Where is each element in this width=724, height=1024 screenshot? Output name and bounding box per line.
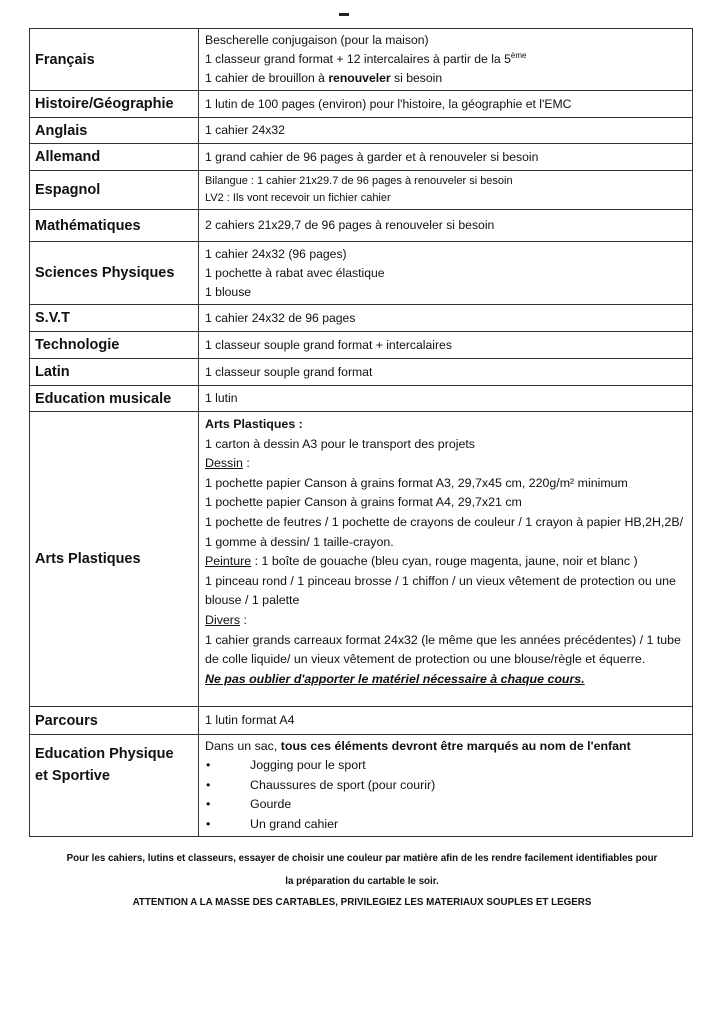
- item-line: 1 pochette papier Canson à grains format A4, 29,7x21 cm: [205, 495, 522, 510]
- footer-note-line2: la préparation du cartable le soir.: [285, 876, 439, 887]
- list-item-text: Jogging pour le sport: [250, 758, 366, 772]
- content-cell: [199, 359, 693, 386]
- section-label-divers: Divers: [205, 612, 241, 627]
- intro-line: [205, 737, 686, 756]
- label-suffix: :: [240, 612, 247, 627]
- item-line: Bilangue : 1 cahier 21x29.7 de 96 pages à renouveler si besoin: [205, 175, 513, 187]
- table-row: [30, 144, 693, 171]
- bullet-icon: •: [206, 777, 211, 792]
- content-cell: [199, 707, 693, 735]
- content-cell: [199, 305, 693, 332]
- list-item-text: Gourde: [250, 797, 292, 811]
- subject-label: Allemand: [35, 149, 101, 165]
- section-label-line: [205, 611, 686, 631]
- table-row: [30, 210, 693, 242]
- item-line: 1 cahier 24x32 de 96 pages: [205, 310, 356, 325]
- subject-cell: [30, 735, 199, 837]
- subject-label: et Sportive: [35, 768, 110, 784]
- subject-cell: [30, 332, 199, 359]
- subject-cell: [30, 91, 199, 118]
- subject-label: Anglais: [35, 122, 88, 139]
- section-heading: Arts Plastiques :: [205, 417, 303, 431]
- content-cell: [199, 171, 693, 210]
- item-line: 1 cahier 24x32: [205, 123, 285, 137]
- item-line: 1 pochette de feutres / 1 pochette de crayons de couleur / 1 crayon à papier HB,2H,2B/ 1 gomme à dessin/ 1 taille-crayon.: [205, 514, 684, 549]
- section-label-peinture: Peinture: [205, 554, 252, 569]
- item-line: [205, 69, 686, 88]
- subject-cell: [30, 144, 199, 171]
- item-text: si besoin: [390, 71, 443, 85]
- list-item-text: Chaussures de sport (pour courir): [250, 777, 436, 792]
- item-line: [205, 50, 686, 69]
- subject-cell: [30, 242, 199, 305]
- content-cell: [199, 386, 693, 412]
- item-line: 1 blouse: [205, 284, 252, 299]
- content-cell: [199, 412, 693, 707]
- content-cell: [199, 210, 693, 242]
- content-cell: [199, 332, 693, 359]
- content-cell: [199, 144, 693, 171]
- item-bold-text: tous ces éléments devront être marqués au nom de l'enfant: [280, 739, 631, 753]
- item-line: 1 carton à dessin A3 pour le transport des projets: [205, 436, 475, 451]
- superscript: ème: [510, 50, 527, 60]
- item-line: Bescherelle conjugaison (pour la maison): [205, 33, 429, 47]
- item-line: LV2 : Ils vont recevoir un fichier cahier: [205, 192, 391, 204]
- item-text: 1 classeur grand format + 12 intercalaires à partir de la 5: [205, 52, 511, 66]
- subject-cell: [30, 210, 199, 242]
- label-suffix: :: [242, 456, 250, 471]
- item-line: 1 classeur souple grand format + intercalaires: [205, 337, 452, 352]
- item-line: 1 lutin: [205, 391, 238, 405]
- content-cell: [199, 118, 693, 144]
- table-row: [30, 386, 693, 412]
- item-line: 1 lutin format A4: [205, 713, 295, 727]
- item-text: : 1 boîte de gouache (bleu cyan, rouge magenta, jaune, noir et blanc ): [251, 554, 638, 569]
- footer-warning: ATTENTION A LA MASSE DES CARTABLES, PRIVILEGIEZ LES MATERIAUX SOUPLES ET LEGERS: [132, 897, 592, 908]
- bullet-icon: •: [206, 758, 211, 772]
- reminder-note: Ne pas oublier d'apporter le matériel nécessaire à chaque cours.: [205, 671, 585, 686]
- subject-label: Arts Plastiques: [35, 551, 141, 567]
- item-line: 2 cahiers 21x29,7 de 96 pages à renouveler si besoin: [205, 218, 495, 232]
- table-row: [30, 171, 693, 210]
- table-row: [30, 29, 693, 91]
- item-line: 1 cahier grands carreaux format 24x32 (le même que les années précédentes) / 1 tube de colle liquide/ un vieux vêtement de protection ou une blouse/règle et équerre.: [205, 632, 681, 667]
- content-cell: [199, 91, 693, 118]
- subject-cell: [30, 118, 199, 144]
- subject-cell: [30, 305, 199, 332]
- bullet-icon: •: [206, 816, 211, 831]
- footer-note-line1: Pour les cahiers, lutins et classeurs, essayer de choisir une couleur par matière afin de les rendre facilement identifiables pour: [66, 853, 658, 864]
- list-item: [205, 795, 686, 815]
- item-line: 1 pinceau rond / 1 pinceau brosse / 1 chiffon / un vieux vêtement de protection ou une blouse / 1 palette: [205, 573, 676, 608]
- bullet-icon: •: [206, 797, 211, 811]
- list-item: [205, 776, 686, 796]
- section-label-line: [205, 454, 686, 474]
- item-bold-text: renouveler: [328, 71, 391, 85]
- supplies-table: [29, 28, 693, 837]
- table-row: [30, 242, 693, 305]
- subject-label: Parcours: [35, 712, 98, 729]
- subject-cell: [30, 386, 199, 412]
- list-item-text: Un grand cahier: [250, 816, 339, 831]
- subject-label: S.V.T: [35, 310, 70, 326]
- item-text: Dans un sac,: [205, 739, 281, 753]
- subject-cell: [30, 707, 199, 735]
- subject-label: Mathématiques: [35, 217, 141, 234]
- item-text: 1 cahier de brouillon à: [205, 71, 329, 85]
- content-cell: [199, 242, 693, 305]
- table-row-arts-plastiques: [30, 412, 693, 707]
- table-row: [30, 91, 693, 118]
- section-label-dessin: Dessin: [205, 456, 243, 471]
- item-line: 1 grand cahier de 96 pages à garder et à renouveler si besoin: [205, 149, 539, 164]
- subject-cell: [30, 359, 199, 386]
- subject-label: Latin: [35, 364, 70, 380]
- table-row: [30, 332, 693, 359]
- list-item: [205, 815, 686, 835]
- subject-cell: [30, 29, 199, 91]
- subject-label: Histoire/Géographie: [35, 96, 174, 112]
- subject-label: Français: [35, 51, 95, 68]
- item-line: 1 cahier 24x32 (96 pages): [205, 246, 347, 261]
- subject-label: Education Physique: [35, 746, 174, 762]
- page-top-mark: [339, 13, 349, 16]
- subject-label: Technologie: [35, 337, 120, 353]
- subject-label: Sciences Physiques: [35, 265, 175, 281]
- item-line: 1 lutin de 100 pages (environ) pour l'histoire, la géographie et l'EMC: [205, 96, 572, 111]
- item-line: 1 pochette papier Canson à grains format A3, 29,7x45 cm, 220g/m² minimum: [205, 475, 628, 490]
- list-item: [205, 756, 686, 776]
- table-row: [30, 359, 693, 386]
- item-line: 1 pochette à rabat avec élastique: [205, 265, 385, 280]
- table-row-eps: [30, 735, 693, 837]
- section-label-line: [205, 552, 686, 572]
- subject-cell: [30, 412, 199, 707]
- subject-cell: [30, 171, 199, 210]
- item-line: 1 classeur souple grand format: [205, 364, 373, 379]
- table-row: [30, 118, 693, 144]
- subject-label: Education musicale: [35, 390, 172, 407]
- subject-label: Espagnol: [35, 182, 101, 198]
- content-cell: [199, 29, 693, 91]
- table-row: [30, 707, 693, 735]
- content-cell: [199, 735, 693, 837]
- table-row: [30, 305, 693, 332]
